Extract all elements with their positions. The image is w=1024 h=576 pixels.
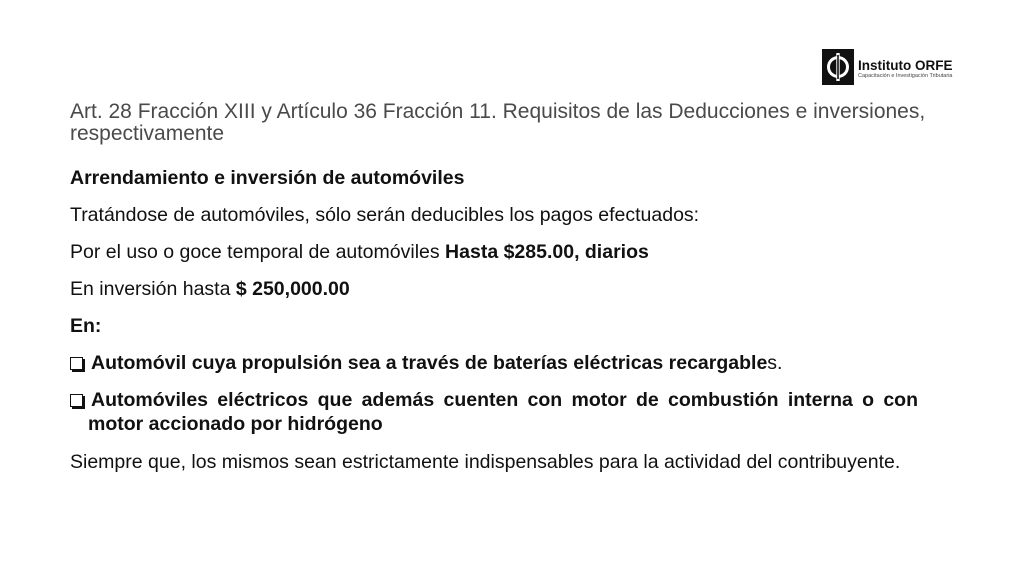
checkbox-bullet-icon bbox=[70, 394, 83, 407]
logo-name: Instituto ORFE bbox=[858, 58, 953, 73]
institute-logo bbox=[822, 49, 982, 87]
bullet-1-tail: s. bbox=[767, 352, 783, 374]
slide-body bbox=[70, 166, 918, 475]
section-heading: Arrendamiento e inversión de automóviles bbox=[70, 167, 465, 189]
closing-paragraph: Siempre que, los mismos sean estrictamente indispensables para la actividad del contribuyente. bbox=[70, 451, 901, 473]
rental-limit-line bbox=[70, 240, 918, 264]
rental-limit-amount: Hasta $285.00, diarios bbox=[445, 241, 649, 263]
investment-limit-line bbox=[70, 277, 918, 301]
en-label: En: bbox=[70, 315, 102, 337]
slide-title: Art. 28 Fracción XIII y Artículo 36 Fracción 11. Requisitos de las Deducciones e inversiones, respectivamente bbox=[70, 100, 926, 145]
investment-limit-prefix: En inversión hasta bbox=[70, 278, 236, 300]
logo-subtitle: Capacitación e Investigación Tributaria bbox=[858, 73, 953, 79]
bullet-1-text: Automóvil cuya propulsión sea a través de baterías eléctricas recargable bbox=[91, 352, 768, 374]
intro-line: Tratándose de automóviles, sólo serán deducibles los pagos efectuados: bbox=[70, 204, 700, 226]
checkbox-bullet-icon bbox=[70, 357, 83, 370]
bullet-item-2 bbox=[70, 388, 918, 436]
rental-limit-prefix: Por el uso o goce temporal de automóviles bbox=[70, 241, 446, 263]
investment-limit-amount: $ 250,000.00 bbox=[235, 278, 350, 300]
bullet-item-1 bbox=[70, 351, 918, 375]
bullet-2-text: Automóviles eléctricos que además cuenten con motor de combustión interna o con motor accionado por hidrógeno bbox=[88, 389, 918, 435]
orfe-logo-icon bbox=[822, 49, 854, 85]
